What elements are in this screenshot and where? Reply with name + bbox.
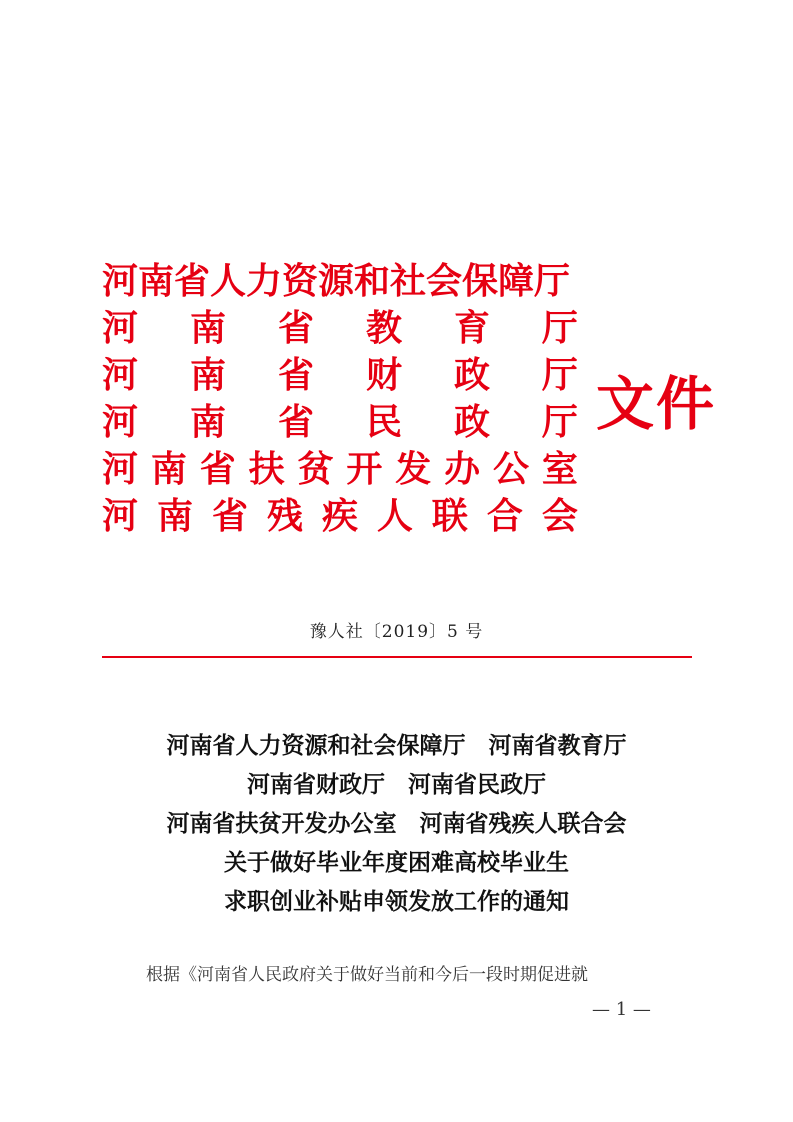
org-char: 省: [199, 448, 236, 490]
org-char: 人: [376, 495, 413, 537]
org-char: 民: [365, 401, 402, 443]
org-char: 厅: [541, 401, 578, 443]
org-char: 会: [541, 495, 578, 537]
title-line-1: 河南省人力资源和社会保障厅 河南省教育厅: [166, 732, 627, 759]
org-char: 政: [453, 401, 490, 443]
org-char: 教: [365, 307, 402, 349]
org-char: 财: [365, 354, 402, 396]
org-char: 南: [189, 354, 226, 396]
org-char: 南: [150, 448, 187, 490]
document-number: 豫人社〔2019〕5 号: [309, 622, 484, 642]
title-line-5: 求职创业补贴申领发放工作的通知: [224, 888, 569, 915]
org-char: 办: [444, 448, 481, 490]
organization-name-6: [102, 493, 578, 540]
red-separator-line: [102, 656, 692, 658]
issuing-organizations-header: [102, 258, 717, 548]
org-char: 厅: [541, 354, 578, 396]
org-char: 南: [189, 307, 226, 349]
org-char: 省: [277, 354, 314, 396]
organization-name-4: [102, 399, 578, 446]
title-line-3: 河南省扶贫开发办公室 河南省残疾人联合会: [166, 810, 627, 837]
org-char: 公: [493, 448, 530, 490]
org-char: 育: [453, 307, 490, 349]
title-line-2: 河南省财政厅 河南省民政厅: [247, 771, 546, 798]
org-char: 残: [266, 495, 303, 537]
page-number: — 1 —: [592, 999, 651, 1020]
document-type-suffix: 文件: [596, 370, 717, 438]
org-char: 河: [102, 307, 139, 349]
org-char: 省: [277, 307, 314, 349]
org-char: 河: [102, 401, 139, 443]
organization-name-2: [102, 305, 578, 352]
organization-name-1-text: 河南省人力资源和社会保障厅: [102, 260, 571, 302]
organization-names: [102, 258, 578, 540]
org-char: 河: [102, 448, 139, 490]
org-char: 河: [102, 354, 139, 396]
org-char: 政: [453, 354, 490, 396]
org-char: 发: [395, 448, 432, 490]
body-paragraph: 根据《河南省人民政府关于做好当前和今后一段时期促进就: [146, 965, 588, 985]
organization-name-3: [102, 352, 578, 399]
document-title: [0, 726, 793, 921]
org-char: 河: [102, 495, 139, 537]
org-char: 疾: [321, 495, 358, 537]
org-char: 扶: [248, 448, 285, 490]
org-char: 南: [156, 495, 193, 537]
org-char: 联: [431, 495, 468, 537]
organization-name-1: [102, 258, 578, 305]
organization-name-5: [102, 446, 578, 493]
org-char: 南: [189, 401, 226, 443]
org-char: 贫: [297, 448, 334, 490]
org-char: 省: [277, 401, 314, 443]
title-line-4: 关于做好毕业年度困难高校毕业生: [224, 849, 569, 876]
org-char: 省: [211, 495, 248, 537]
org-char: 室: [541, 448, 578, 490]
org-char: 厅: [541, 307, 578, 349]
org-char: 开: [346, 448, 383, 490]
org-char: 合: [486, 495, 523, 537]
